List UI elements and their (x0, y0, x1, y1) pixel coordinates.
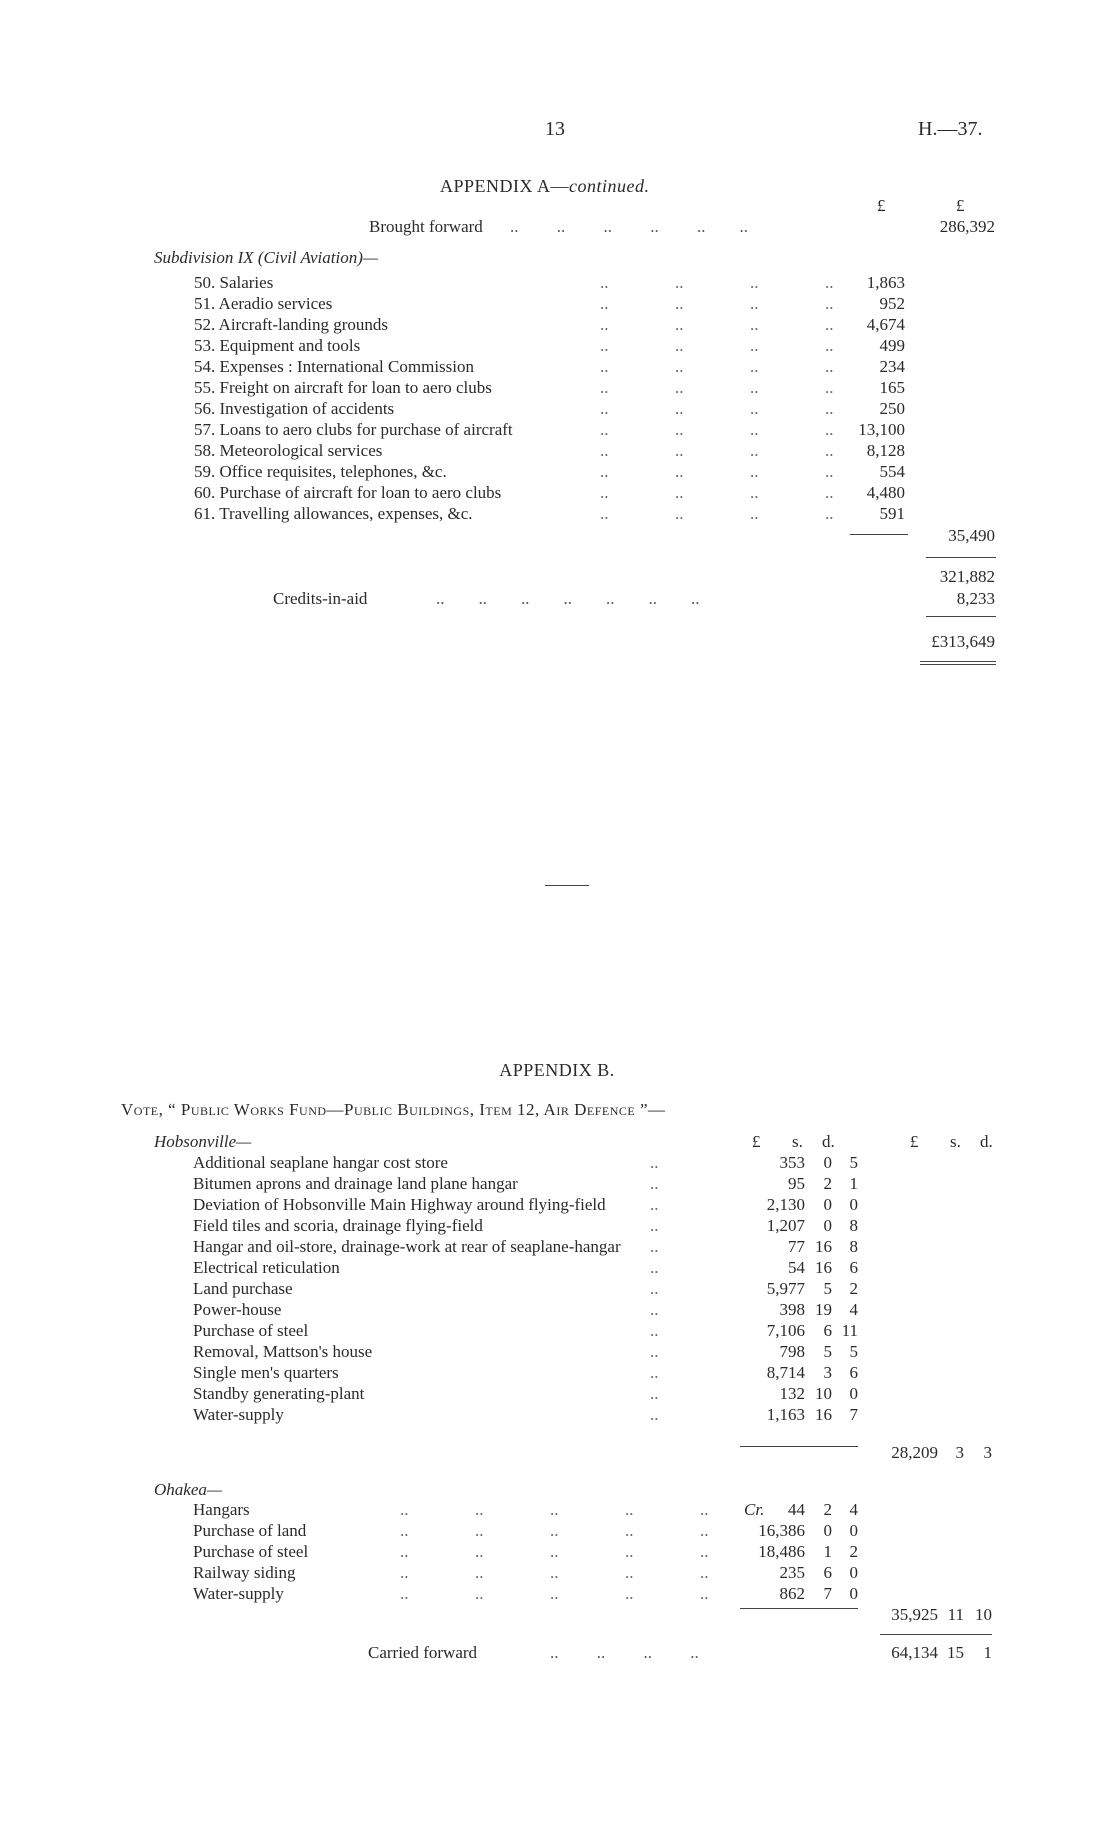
hobsonville-subtotal-rule (740, 1446, 858, 1447)
column-header: s. (950, 1132, 961, 1151)
leader-dot: .. (700, 1542, 709, 1561)
amount-pounds: 16,386 (758, 1521, 805, 1540)
leader-dot: .. (750, 294, 759, 313)
appendix-a-title (440, 176, 650, 197)
amount-pounds: 398 (779, 1300, 805, 1319)
item-label: 53. Equipment and tools (194, 336, 361, 355)
amount-pounds: 44 (788, 1500, 805, 1519)
item-value: 250 (879, 399, 905, 418)
leader-dot: .. (750, 273, 759, 292)
leader-dot: .. (675, 357, 684, 376)
currency-header-col2: £ (956, 196, 965, 215)
leader-dot: .. (825, 315, 834, 334)
leader-dot: .. (625, 1542, 634, 1561)
amount-pence: 7 (849, 1405, 858, 1424)
amount-shillings: 16 (815, 1405, 832, 1424)
leader-dot: .. (825, 336, 834, 355)
amount-shillings: 16 (815, 1258, 832, 1277)
amount-pence: 4 (849, 1300, 858, 1319)
item-value: 591 (879, 504, 905, 523)
leader-dot: .. (600, 399, 609, 418)
leader-dot: .. (475, 1584, 484, 1603)
leader-dot: .. (625, 1563, 634, 1582)
amount-pence: 0 (849, 1195, 858, 1214)
leader-dot: .. (750, 378, 759, 397)
column-header: £ (910, 1132, 919, 1151)
item-label: Single men's quarters (193, 1363, 339, 1382)
leader-dot: .. (675, 504, 684, 523)
leader-dot: .. (600, 357, 609, 376)
leader-dot: .. (750, 336, 759, 355)
amount-shillings: 0 (823, 1153, 832, 1172)
leader-dot: .. (700, 1563, 709, 1582)
credits-value: 8,233 (956, 589, 995, 608)
leader-dot: .. (650, 1321, 659, 1340)
appendix-a-title-continued: continued. (569, 176, 650, 196)
page-number: 13 (545, 118, 565, 140)
amount-pence: 1 (849, 1174, 858, 1193)
leader-dot: .. (400, 1521, 409, 1540)
item-label: 57. Loans to aero clubs for purchase of aircraft (194, 420, 513, 439)
carried-forward-rule (880, 1634, 992, 1635)
amount-shillings: 0 (823, 1521, 832, 1540)
total-value: 321,882 (939, 567, 995, 586)
amount-shillings: 0 (823, 1195, 832, 1214)
amount-pence: 8 (849, 1216, 858, 1235)
amount-shillings: 5 (823, 1342, 832, 1361)
leader-dot: .. (400, 1584, 409, 1603)
column-header: d. (980, 1132, 993, 1151)
amount-pounds: 1,207 (766, 1216, 805, 1235)
item-label: Hangars (193, 1500, 250, 1519)
item-label: 60. Purchase of aircraft for loan to aero clubs (194, 483, 502, 502)
amount-pounds: 8,714 (766, 1363, 805, 1382)
total-pence: 3 (983, 1443, 992, 1462)
amount-shillings: 16 (815, 1237, 832, 1256)
leader-dot: .. (675, 315, 684, 334)
leader-dot: .. (825, 504, 834, 523)
item-value: 1,863 (866, 273, 905, 292)
item-label: Field tiles and scoria, drainage flying-field (193, 1216, 483, 1235)
leader-dot: .. (600, 273, 609, 292)
leader-dot: .. (650, 1279, 659, 1298)
leader-dot: .. (650, 1216, 659, 1235)
amount-pence: 8 (849, 1237, 858, 1256)
item-label: Railway siding (193, 1563, 296, 1582)
item-label: 51. Aeradio services (194, 294, 333, 313)
item-label: 61. Travelling allowances, expenses, &c. (194, 504, 473, 523)
item-value: 499 (879, 336, 905, 355)
amount-pounds: 7,106 (766, 1321, 805, 1340)
leader-dot: .. (675, 462, 684, 481)
leader-dot: .. (750, 420, 759, 439)
leader-dot: .. (650, 1405, 659, 1424)
item-label: 55. Freight on aircraft for loan to aero clubs (194, 378, 492, 397)
amount-shillings: 6 (823, 1321, 832, 1340)
item-value: 165 (879, 378, 905, 397)
currency-header-col1: £ (877, 196, 886, 215)
leader-dot: .. (550, 1584, 559, 1603)
leader-dot: .. (600, 336, 609, 355)
amount-pence: 11 (841, 1321, 858, 1340)
ohakea-subtotal-rule (740, 1608, 858, 1609)
leader-dot: .. (650, 1195, 659, 1214)
leader-dot: .. (675, 441, 684, 460)
amount-shillings: 3 (823, 1363, 832, 1382)
item-label: Purchase of land (193, 1521, 307, 1540)
leader-dot: .. (550, 1542, 559, 1561)
amount-pence: 6 (849, 1258, 858, 1277)
leader-dot: .. (650, 1363, 659, 1382)
leader-dot: .. (825, 420, 834, 439)
amount-shillings: 6 (823, 1563, 832, 1582)
net-total-value: £313,649 (931, 632, 995, 651)
leader-dot: .. (675, 483, 684, 502)
leader-dot: .. (675, 336, 684, 355)
amount-pence: 2 (849, 1542, 858, 1561)
leader-dot: .. (600, 420, 609, 439)
total-pence: 1 (983, 1643, 992, 1662)
leader-dot: .. (550, 1563, 559, 1582)
item-label: Hangar and oil-store, drainage-work at rear of seaplane-hangar (193, 1237, 621, 1256)
leader-dot: .. (825, 462, 834, 481)
amount-pence: 0 (849, 1384, 858, 1403)
leader-dot: .. (475, 1521, 484, 1540)
item-label: Additional seaplane hangar cost store (193, 1153, 448, 1172)
total-rule (926, 557, 996, 558)
leader-dot: .. (650, 1300, 659, 1319)
amount-pence: 0 (849, 1521, 858, 1540)
amount-pounds: 353 (779, 1153, 805, 1172)
section-separator (545, 885, 589, 886)
subtotal-value: 35,490 (948, 526, 995, 545)
item-label: Removal, Mattson's house (193, 1342, 373, 1361)
leader-dot: .. (600, 378, 609, 397)
leader-dot: .. (700, 1521, 709, 1540)
item-value: 4,480 (866, 483, 905, 502)
brought-forward-value: 286,392 (939, 217, 995, 236)
leader-dot: .. (675, 294, 684, 313)
amount-pence: 2 (849, 1279, 858, 1298)
amount-shillings: 7 (823, 1584, 832, 1603)
vote-heading: Vote, “ Public Works Fund—Public Buildings, Item 12, Air Defence ”— (121, 1100, 666, 1119)
item-label: Electrical reticulation (193, 1258, 340, 1277)
leader-dot: .. (550, 1500, 559, 1519)
leader-dot: .. (650, 1153, 659, 1172)
item-label: 52. Aircraft-landing grounds (194, 315, 389, 334)
leader-dot: .. (600, 504, 609, 523)
item-label: Land purchase (193, 1279, 293, 1298)
leader-dots: .. .. .. .. .. .. (510, 217, 748, 236)
carried-forward-label: Carried forward (368, 1643, 478, 1662)
amount-pence: 0 (849, 1584, 858, 1603)
item-label: Water-supply (193, 1405, 284, 1424)
amount-shillings: 5 (823, 1279, 832, 1298)
leader-dots: .. .. .. .. (550, 1643, 699, 1662)
leader-dot: .. (600, 441, 609, 460)
item-value: 13,100 (858, 420, 905, 439)
column-header: s. (792, 1132, 803, 1151)
leader-dots: .. .. .. .. .. .. .. (436, 589, 700, 608)
credit-prefix: Cr. (744, 1500, 765, 1519)
item-label: Standby generating-plant (193, 1384, 365, 1403)
item-label: Power-house (193, 1300, 282, 1319)
amount-pounds: 862 (779, 1584, 805, 1603)
item-value: 952 (879, 294, 905, 313)
amount-pence: 4 (849, 1500, 858, 1519)
leader-dot: .. (400, 1563, 409, 1582)
item-label: 50. Salaries (194, 273, 274, 292)
hobsonville-heading: Hobsonville— (154, 1132, 252, 1151)
amount-pounds: 132 (779, 1384, 805, 1403)
amount-pounds: 54 (788, 1258, 805, 1277)
item-value: 4,674 (866, 315, 905, 334)
leader-dot: .. (625, 1521, 634, 1540)
leader-dot: .. (675, 378, 684, 397)
leader-dot: .. (625, 1584, 634, 1603)
leader-dot: .. (650, 1174, 659, 1193)
leader-dot: .. (675, 273, 684, 292)
amount-pounds: 235 (779, 1563, 805, 1582)
appendix-a-title-main: APPENDIX A— (440, 176, 570, 196)
leader-dot: .. (825, 357, 834, 376)
leader-dot: .. (750, 462, 759, 481)
leader-dot: .. (700, 1500, 709, 1519)
leader-dot: .. (475, 1542, 484, 1561)
amount-pence: 5 (849, 1153, 858, 1172)
item-value: 234 (879, 357, 905, 376)
item-label: Deviation of Hobsonville Main Highway around flying-field (193, 1195, 606, 1214)
total-pounds: 64,134 (891, 1643, 938, 1662)
leader-dot: .. (825, 294, 834, 313)
leader-dot: .. (475, 1563, 484, 1582)
amount-shillings: 1 (823, 1542, 832, 1561)
amount-pence: 5 (849, 1342, 858, 1361)
brought-forward-label: Brought forward (369, 217, 483, 236)
leader-dot: .. (650, 1384, 659, 1403)
leader-dot: .. (675, 399, 684, 418)
double-rule-bottom (920, 664, 996, 665)
total-pounds: 28,209 (891, 1443, 938, 1462)
leader-dot: .. (750, 357, 759, 376)
amount-pounds: 2,130 (766, 1195, 805, 1214)
total-pounds: 35,925 (891, 1605, 938, 1624)
column-header: d. (822, 1132, 835, 1151)
leader-dot: .. (825, 399, 834, 418)
leader-dot: .. (600, 294, 609, 313)
amount-pounds: 5,977 (766, 1279, 805, 1298)
leader-dot: .. (750, 483, 759, 502)
leader-dot: .. (650, 1258, 659, 1277)
net-total-rule (926, 616, 996, 617)
leader-dot: .. (825, 441, 834, 460)
amount-pounds: 798 (779, 1342, 805, 1361)
leader-dot: .. (625, 1500, 634, 1519)
leader-dot: .. (400, 1500, 409, 1519)
total-shillings: 3 (955, 1443, 964, 1462)
total-shillings: 11 (947, 1605, 964, 1624)
credits-label: Credits-in-aid (273, 589, 368, 608)
item-label: Purchase of steel (193, 1542, 309, 1561)
amount-pounds: 18,486 (758, 1542, 805, 1561)
leader-dot: .. (750, 315, 759, 334)
leader-dot: .. (650, 1342, 659, 1361)
item-label: Bitumen aprons and drainage land plane hangar (193, 1174, 518, 1193)
leader-dot: .. (825, 273, 834, 292)
leader-dot: .. (750, 399, 759, 418)
double-rule-top (920, 661, 996, 662)
total-pence: 10 (975, 1605, 992, 1624)
leader-dot: .. (750, 441, 759, 460)
amount-pounds: 1,163 (766, 1405, 805, 1424)
leader-dot: .. (825, 483, 834, 502)
leader-dot: .. (600, 462, 609, 481)
amount-pence: 0 (849, 1563, 858, 1582)
leader-dot: .. (675, 420, 684, 439)
amount-pounds: 95 (788, 1174, 805, 1193)
subdivision-heading: Subdivision IX (Civil Aviation)— (154, 248, 378, 267)
leader-dot: .. (600, 315, 609, 334)
item-label: 54. Expenses : International Commission (194, 357, 474, 376)
leader-dot: .. (750, 504, 759, 523)
appendix-b-title: APPENDIX B. (499, 1060, 615, 1080)
item-label: 59. Office requisites, telephones, &c. (194, 462, 447, 481)
amount-shillings: 10 (815, 1384, 832, 1403)
item-label: 58. Meteorological services (194, 441, 383, 460)
item-value: 554 (879, 462, 905, 481)
amount-shillings: 2 (823, 1174, 832, 1193)
leader-dot: .. (400, 1542, 409, 1561)
leader-dot: .. (825, 378, 834, 397)
leader-dot: .. (700, 1584, 709, 1603)
leader-dot: .. (600, 483, 609, 502)
item-label: Water-supply (193, 1584, 284, 1603)
leader-dot: .. (475, 1500, 484, 1519)
amount-shillings: 2 (823, 1500, 832, 1519)
amount-pence: 6 (849, 1363, 858, 1382)
ohakea-heading: Ohakea— (154, 1480, 222, 1499)
amount-shillings: 19 (815, 1300, 832, 1319)
leader-dot: .. (650, 1237, 659, 1256)
amount-pounds: 77 (788, 1237, 805, 1256)
column-header: £ (752, 1132, 761, 1151)
document-reference: H.—37. (918, 118, 983, 140)
item-label: 56. Investigation of accidents (194, 399, 395, 418)
item-label: Purchase of steel (193, 1321, 309, 1340)
total-shillings: 15 (947, 1643, 964, 1662)
leader-dot: .. (550, 1521, 559, 1540)
item-value: 8,128 (866, 441, 905, 460)
amount-shillings: 0 (823, 1216, 832, 1235)
